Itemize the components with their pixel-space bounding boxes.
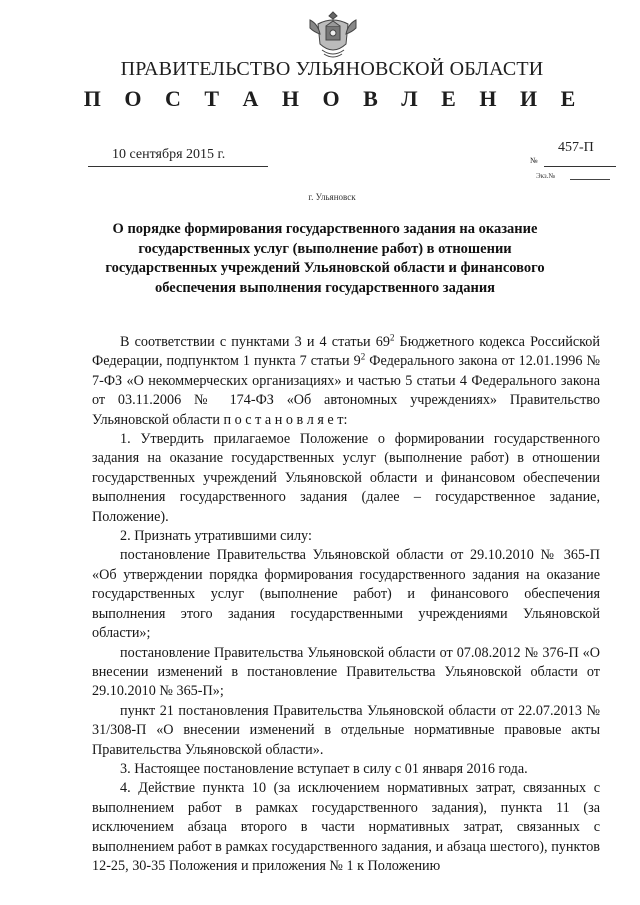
repealed-item-3: пункт 21 постановления Правительства Ульяновской области от 22.07.2013 № 31/308-П «О внесении изменений в отдельные нормативные правовые акты Правительства Ульяновской области». [92, 702, 600, 758]
coat-of-arms-icon [304, 6, 362, 64]
superscript: 2 [360, 351, 366, 362]
document-number: 457-П [558, 140, 594, 155]
document-date: 10 сентября 2015 г. [112, 147, 226, 162]
superscript: 2 [389, 332, 395, 343]
document-title: О порядке формирования государственного задания на оказание государственных услуг (выполнение работ) в отношении государственных учреждений Ульяновской области и финансового обеспечения выполнения государственного задания [105, 221, 545, 296]
preamble-part-3: Федерального закона от 12.01.1996 № 7-ФЗ «О некоммерческих организациях» и частью 5 статьи 4 Федерального закона от 03.11.2006 № 174-ФЗ «Об автономных учреждениях» Правительство Ульяновской области п о с т а н о в л я е т: [92, 353, 600, 428]
document-body [92, 333, 600, 876]
paragraph-3: 3. Настоящее постановление вступает в силу с 01 января 2016 года. [120, 760, 528, 777]
repealed-item-2: постановление Правительства Ульяновской области от 07.08.2012 № 376-П «О внесении изменений в постановление Правительства Ульяновской области от 29.10.2010 № 365-П»; [92, 644, 600, 700]
paragraph-1: 1. Утвердить прилагаемое Положение о формировании государственного задания на оказание государственных услуг (выполнение работ) в отношении государственных учреждений Ульяновской области и финансовом обеспечении выполнения государственного задания (далее – государственное задание, Положение). [92, 431, 600, 525]
government-name: ПРАВИТЕЛЬСТВО УЛЬЯНОВСКОЙ ОБЛАСТИ [120, 58, 544, 80]
repealed-item-1: постановление Правительства Ульяновской области от 29.10.2010 № 365-П «Об утверждении порядка формирования государственного задания на оказание государственных услуг (выполнение работ) и финансового обеспечения выполнения этого задания государственными учреждениями Ульяновской области»; [92, 547, 600, 642]
document-kind: П О С Т А Н О В Л Е Н И Е [83, 86, 585, 111]
preamble-part-2: Бюджетного кодекса Российской Федерации, подпунктом 1 пункта 7 статьи 9 [92, 334, 600, 370]
copy-number-label: Экз.№ [536, 172, 556, 180]
copy-number-underline [570, 179, 610, 180]
paragraph-2: 2. Признать утратившими силу: [120, 528, 312, 545]
number-underline [544, 166, 616, 167]
number-label: № [530, 156, 538, 165]
city: г. Ульяновск [308, 192, 356, 202]
date-underline [88, 166, 268, 167]
preamble-part-1: В соответствии с пунктами 3 и 4 статьи 69 [120, 334, 390, 350]
paragraph-4: 4. Действие пункта 10 (за исключением нормативных затрат, связанных с выполнением работ в рамках государственного задания), пункта 11 (за исключением абзаца второго в части нормативных затрат, связанных с выполнением работ в рамках государственного задания, и абзаца шестого), пунктов 12-25, 30-35 Положения и приложения № 1 к Положению [92, 780, 600, 874]
preamble-paragraph [92, 333, 600, 430]
